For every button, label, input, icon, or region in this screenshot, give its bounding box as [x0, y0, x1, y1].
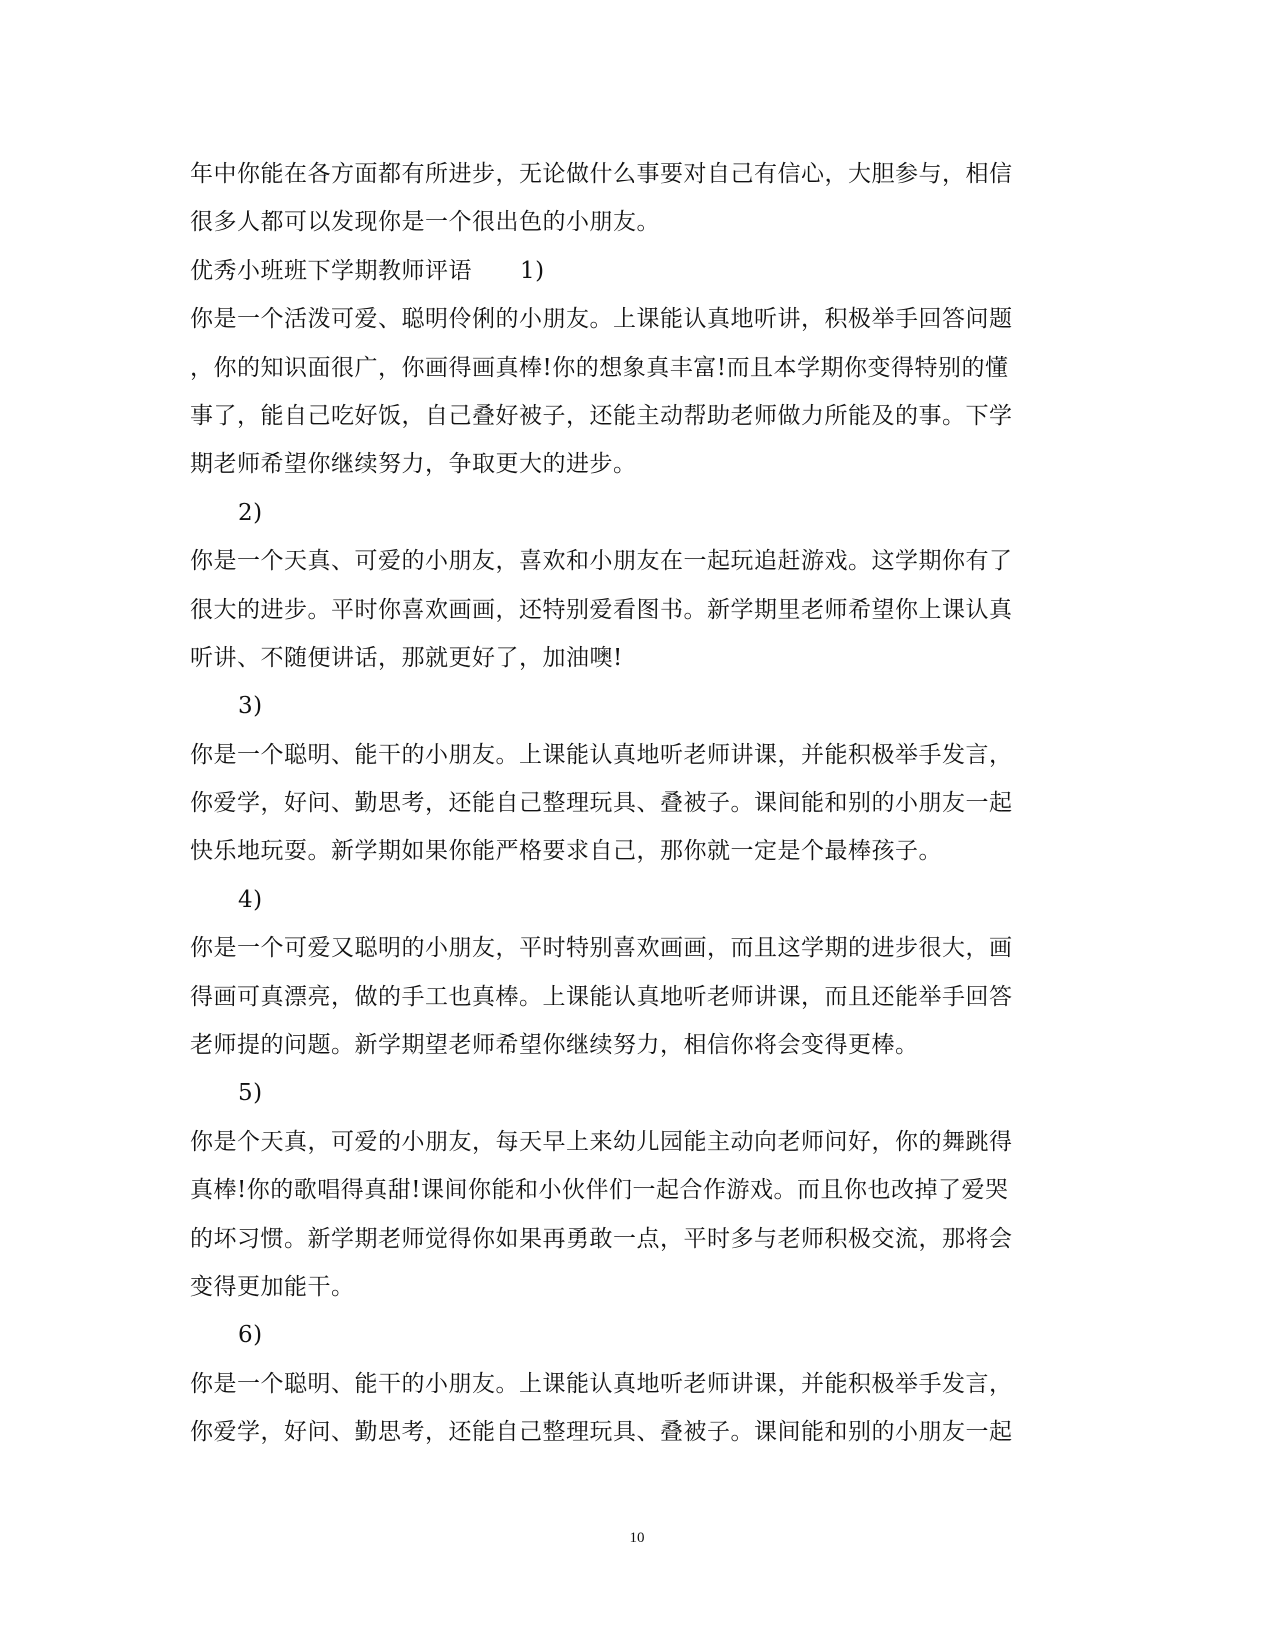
text-line: 年中你能在各方面都有所进步，无论做什么事要对自己有信心，大胆参与，相信: [190, 161, 1013, 187]
text-line: 你是一个活泼可爱、聪明伶俐的小朋友。上课能认真地听讲，积极举手回答问题: [190, 306, 1013, 333]
text-line: 期老师希望你继续努力，争取更大的进步。: [190, 451, 637, 478]
text-line: 得画可真漂亮，做的手工也真棒。上课能认真地听老师讲课，而且还能举手回答: [190, 983, 1013, 1010]
page-number: 10: [629, 1530, 645, 1546]
item-number: 2): [238, 499, 263, 526]
text-line: 事了，能自己吃好饭，自己叠好被子，还能主动帮助老师做力所能及的事。下学: [190, 402, 1013, 429]
item-number: 6): [238, 1322, 263, 1349]
text-line: 的坏习惯。新学期老师觉得你如果再勇敢一点，平时多与老师积极交流，那将会: [190, 1225, 1013, 1252]
section-heading: [190, 247, 1070, 295]
item-number: 5): [238, 1080, 263, 1107]
text-line: 你爱学，好问、勤思考，还能自己整理玩具、叠被子。课间能和别的小朋友一起: [190, 1419, 1013, 1446]
item-number: 3): [238, 693, 263, 720]
item-number: 4): [238, 886, 263, 913]
document-body: [190, 150, 1070, 1457]
text-line: ，你的知识面很广，你画得画真棒!你的想象真丰富!而且本学期你变得特别的懂: [190, 354, 1009, 381]
text-line: 你是一个聪明、能干的小朋友。上课能认真地听老师讲课，并能积极举手发言，: [190, 741, 1013, 768]
text-line: 你是一个可爱又聪明的小朋友，平时特别喜欢画画，而且这学期的进步很大，画: [190, 935, 1013, 962]
item-number: 1): [520, 257, 545, 284]
text-line: 听讲、不随便讲话，那就更好了，加油噢!: [190, 644, 623, 671]
text-line: 变得更加能干。: [190, 1273, 355, 1300]
text-line: 你爱学，好问、勤思考，还能自己整理玩具、叠被子。课间能和别的小朋友一起: [190, 790, 1013, 817]
text-line: 老师提的问题。新学期望老师希望你继续努力，相信你将会变得更棒。: [190, 1032, 919, 1059]
text-line: 你是一个聪明、能干的小朋友。上课能认真地听老师讲课，并能积极举手发言，: [190, 1370, 1013, 1397]
section-title: 优秀小班班下学期教师评语: [190, 257, 472, 284]
text-line: 你是个天真，可爱的小朋友，每天早上来幼儿园能主动向老师问好，你的舞跳得: [190, 1128, 1013, 1155]
text-line: 快乐地玩耍。新学期如果你能严格要求自己，那你就一定是个最棒孩子。: [190, 838, 942, 865]
text-line: 很大的进步。平时你喜欢画画，还特别爱看图书。新学期里老师希望你上课认真: [190, 596, 1013, 623]
text-line: 很多人都可以发现你是一个很出色的小朋友。: [190, 209, 660, 236]
text-line: 真棒!你的歌唱得真甜!课间你能和小伙伴们一起合作游戏。而且你也改掉了爱哭: [190, 1177, 1009, 1204]
text-line: 你是一个天真、可爱的小朋友，喜欢和小朋友在一起玩追赶游戏。这学期你有了: [190, 548, 1013, 575]
